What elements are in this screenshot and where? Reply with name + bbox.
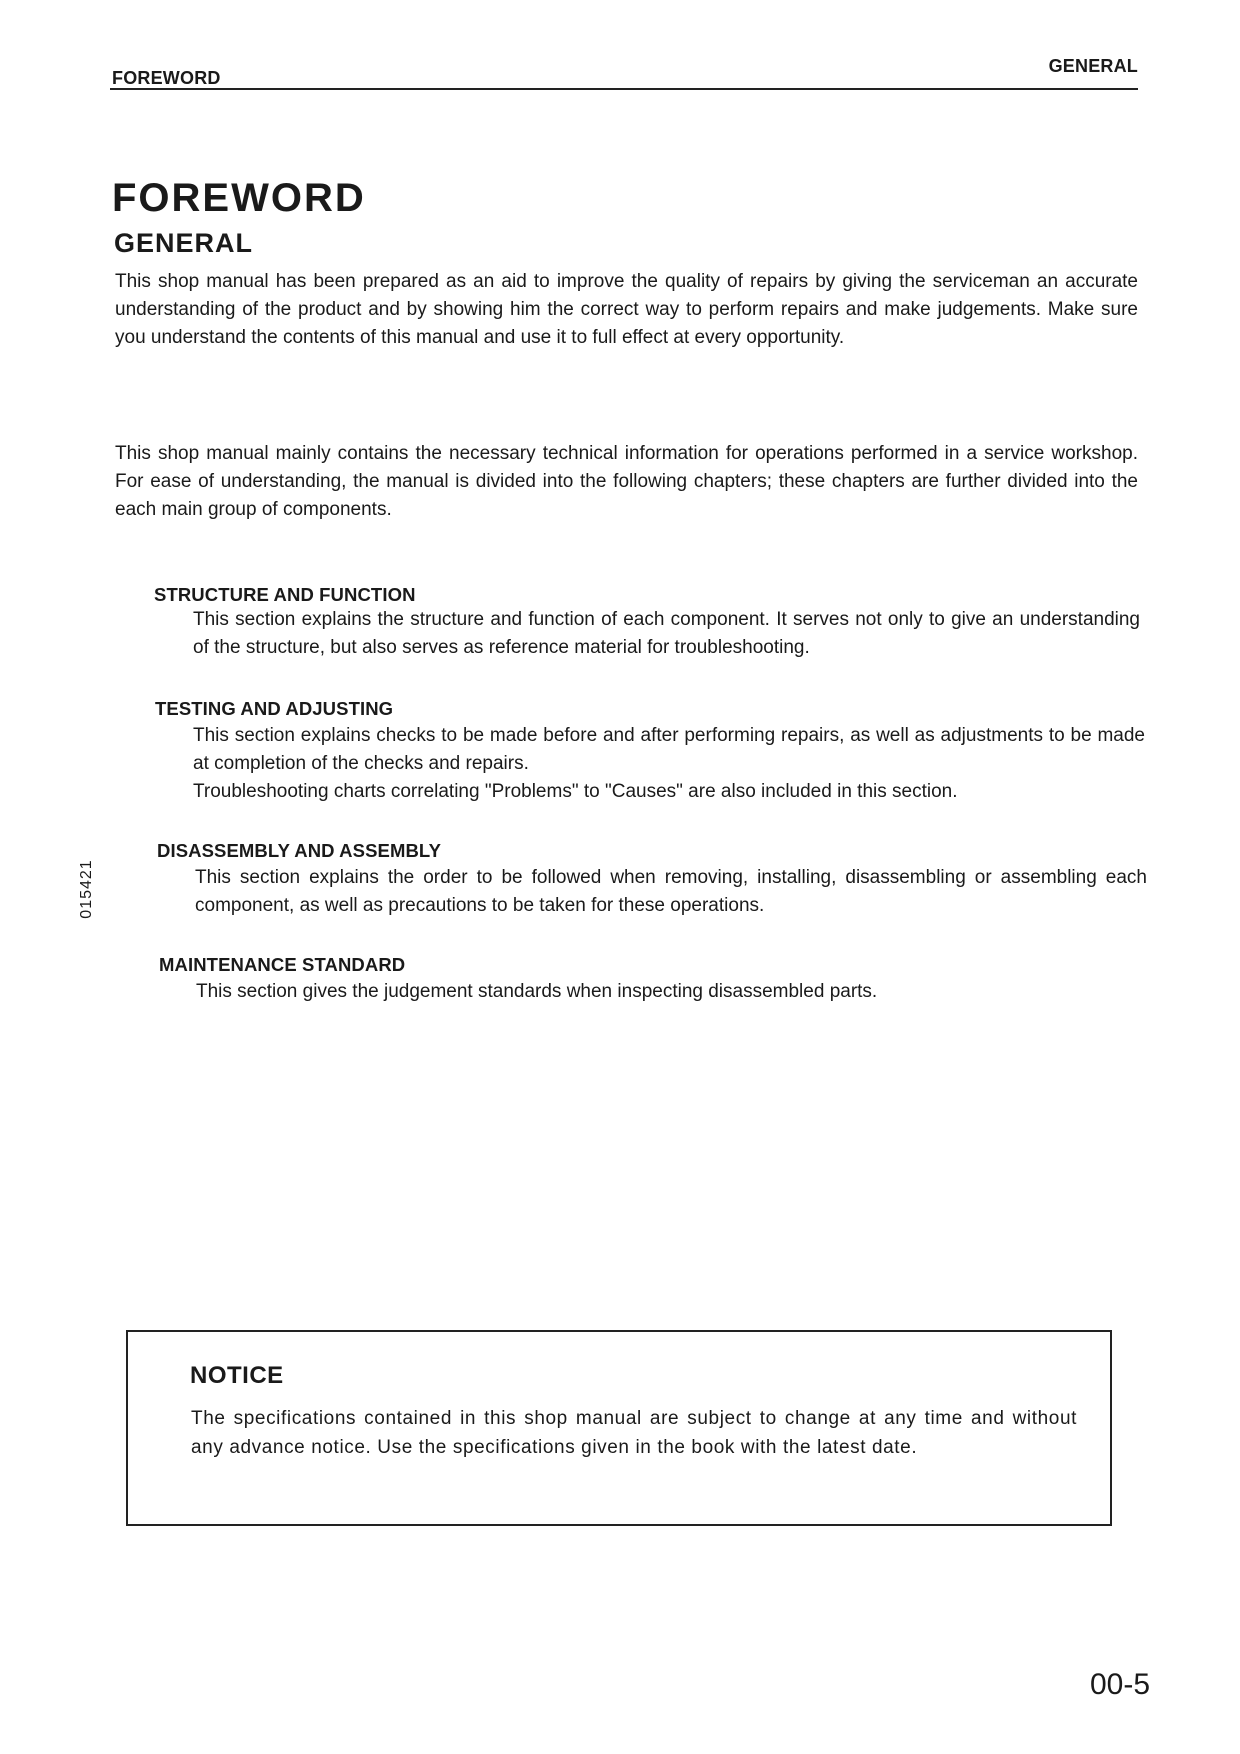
header-divider	[110, 88, 1138, 90]
section-heading: MAINTENANCE STANDARD	[159, 954, 406, 975]
header-section-label: FOREWORD	[112, 68, 221, 88]
notice-box	[126, 1330, 1112, 1526]
section-heading: DISASSEMBLY AND ASSEMBLY	[157, 840, 442, 861]
section-body-extra: Troubleshooting charts correlating "Problems" to "Causes" are also included in this section.	[193, 781, 958, 802]
header-chapter-label: GENERAL	[1048, 56, 1138, 76]
page-number: 00-5	[1089, 1668, 1150, 1701]
section-body: This section gives the judgement standards when inspecting disassembled parts.	[196, 981, 878, 1002]
page-subtitle: GENERAL	[114, 228, 254, 258]
section-body-wrapper	[193, 722, 1145, 806]
notice-title: NOTICE	[190, 1362, 284, 1389]
notice-text: The specifications contained in this shop manual are subject to change at any time and without any advance notice. Use the specifications given in the book with the latest date.	[191, 1408, 1077, 1458]
intro-paragraph: This shop manual has been prepared as an aid to improve the quality of repairs by giving the serviceman an accurate understanding of the product and by showing him the correct way to perform repairs and make judgements. Make sure you understand the contents of this manual and use it to full effect at every opportunity.	[115, 271, 1138, 348]
section-heading: TESTING AND ADJUSTING	[155, 698, 394, 719]
section-body: This section explains the structure and function of each component. It serves not only to give an understanding of the structure, but also serves as reference material for troubleshooting.	[193, 609, 1140, 658]
section-body: This section explains the order to be followed when removing, installing, disassembling or assembling each component, as well as precautions to be taken for these operations.	[195, 867, 1147, 916]
section-heading: STRUCTURE AND FUNCTION	[154, 584, 416, 605]
contents-paragraph: This shop manual mainly contains the necessary technical information for operations performed in a service workshop. For ease of understanding, the manual is divided into the following chapters; these chapters are further divided into the each main group of components.	[115, 443, 1138, 520]
section-body: This section explains checks to be made before and after performing repairs, as well as adjustments to be made at completion of the checks and repairs.	[193, 725, 1145, 774]
side-document-code: 015421	[78, 859, 95, 919]
page-title: FOREWORD	[112, 176, 366, 220]
